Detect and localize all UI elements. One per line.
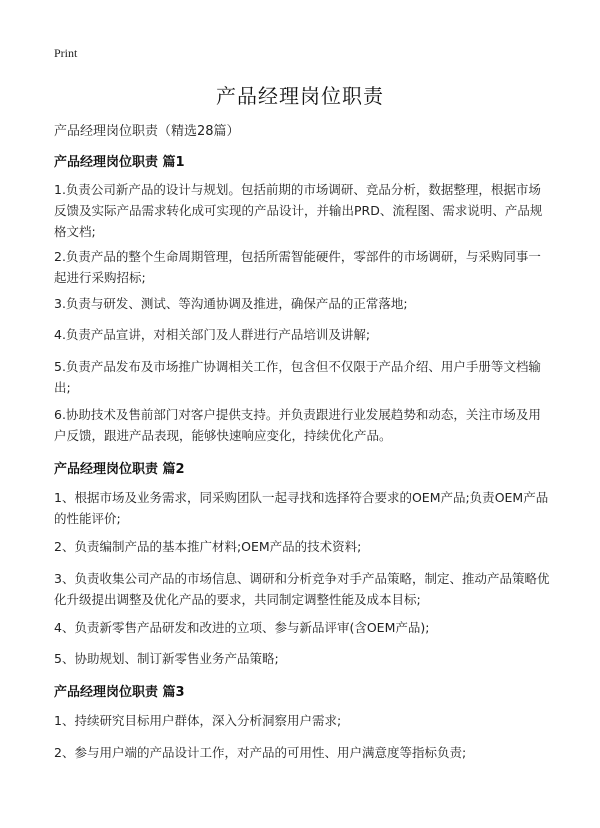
paragraph: 5.负责产品发布及市场推广协调相关工作，包含但不仅限于产品介绍、用户手册等文档输出; bbox=[54, 359, 541, 395]
paragraph: 4.负责产品宣讲，对相关部门及人群进行产品培训及讲解; bbox=[54, 327, 371, 342]
paragraph: 4、负责新零售产品研发和改进的立项、参与新品评审(含OEM产品); bbox=[54, 620, 430, 635]
document-subtitle: 产品经理岗位职责（精选28篇） bbox=[54, 124, 240, 139]
paragraph: 2、负责编制产品的基本推广材料;OEM产品的技术资料; bbox=[54, 539, 362, 554]
paragraph: 3.负责与研发、测试、等沟通协调及推进，确保产品的正常落地; bbox=[54, 296, 408, 311]
paragraph: 1.负责公司新产品的设计与规划。包括前期的市场调研、竞品分析，数据整理，根据市场反馈及实际产品需求转化成可实现的产品设计，并输出PRD、流程图、需求说明、产品规格文档; bbox=[54, 182, 543, 239]
print-label: Print bbox=[54, 46, 78, 60]
section-heading-1: 产品经理岗位职责 篇1 bbox=[54, 155, 185, 170]
section-heading-2: 产品经理岗位职责 篇2 bbox=[54, 462, 185, 477]
paragraph: 3、负责收集公司产品的市场信息、调研和分析竞争对手产品策略，制定、推动产品策略优化升级提出调整及优化产品的要求，共同制定调整性能及成本目标; bbox=[54, 571, 550, 607]
paragraph: 1、持续研究目标用户群体，深入分析洞察用户需求; bbox=[54, 713, 342, 728]
paragraph: 6.协助技术及售前部门对客户提供支持。并负责跟进行业发展趋势和动态，关注市场及用户反馈，跟进产品表现，能够快速响应变化，持续优化产品。 bbox=[54, 407, 541, 443]
paragraph: 2.负责产品的整个生命周期管理，包括所需智能硬件，零部件的市场调研，与采购同事一起进行采购招标; bbox=[54, 249, 541, 285]
paragraph: 1、根据市场及业务需求，同采购团队一起寻找和选择符合要求的OEM产品;负责OEM产品的性能评价; bbox=[54, 490, 549, 526]
section-heading-3: 产品经理岗位职责 篇3 bbox=[54, 685, 185, 700]
paragraph: 2、参与用户端的产品设计工作，对产品的可用性、用户满意度等指标负责; bbox=[54, 745, 467, 760]
page-title: 产品经理岗位职责 bbox=[216, 84, 384, 108]
paragraph: 5、协助规划、制订新零售业务产品策略; bbox=[54, 651, 279, 666]
